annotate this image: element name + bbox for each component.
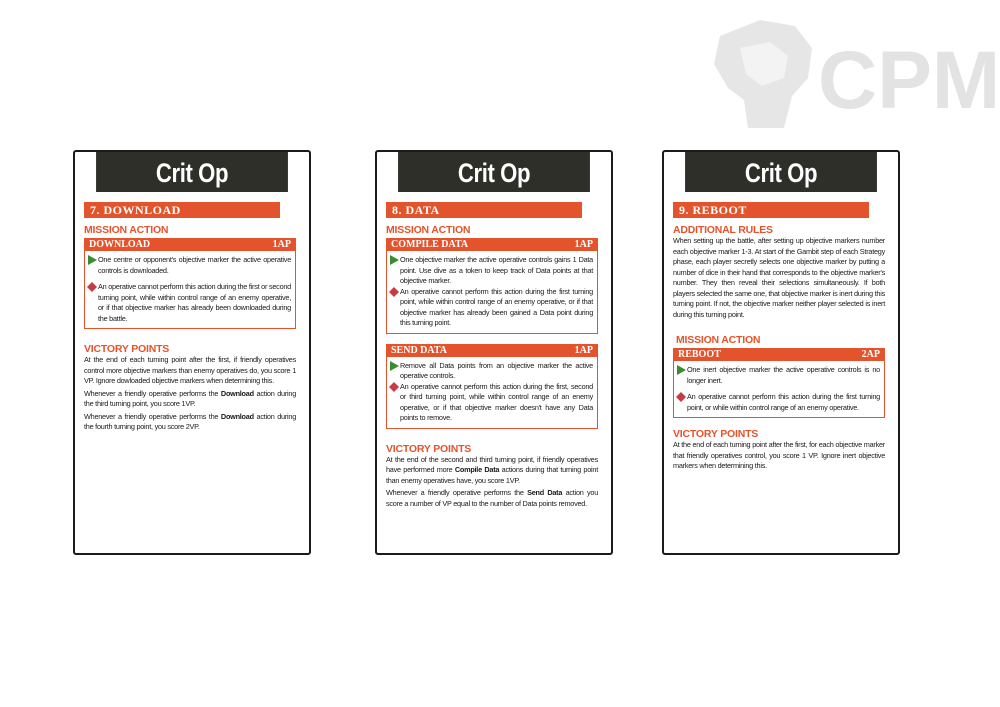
diamond-icon <box>676 392 687 402</box>
vp-text: At the end of each turning point after the first, for each objective marker that friendly operatives control, you score 1 VP. Ignore inert objective markers when determining this. <box>673 440 885 470</box>
action-name: DOWNLOAD <box>89 239 151 250</box>
fist-icon <box>700 8 1000 133</box>
action-box-compile-data <box>386 238 598 334</box>
vp-text: Whenever a friendly operative performs the Download action during the fourth turning point, you score 2VP. <box>84 411 297 431</box>
action-restriction: An operative cannot perform this action during the first or second turning point, while within control range of an enemy operative, or if that objective marker has already been downloaded during the battle. <box>87 282 291 324</box>
action-ap: 1AP <box>574 239 593 250</box>
action-name: SEND DATA <box>391 344 448 356</box>
diamond-icon <box>87 282 98 292</box>
action-ap: 1AP <box>574 344 593 356</box>
action-restriction: An operative cannot perform this action during the first turning point, or while within control range of an enemy operative. <box>676 392 880 413</box>
action-bar <box>387 239 597 251</box>
action-box-send-data <box>386 344 598 429</box>
additional-rules-heading: ADDITIONAL RULES <box>673 224 773 236</box>
crit-op-card-reboot <box>662 150 900 555</box>
vp-text: At the end of the second and third turning point, if friendly operatives have performed more Compile Data actions during that turning point than enemy operatives have, you score 1VP. <box>386 454 598 485</box>
action-effect: One inert objective marker the active operative controls is no longer inert. <box>676 365 880 386</box>
mission-action-heading: MISSION ACTION <box>84 224 169 236</box>
card-header: Crit Op <box>398 152 590 192</box>
action-effect: Remove all Data points from an objective marker the active operative controls. <box>389 361 593 382</box>
action-restriction: An operative cannot perform this action during the first turning point, while within control range of an enemy operative, or if that objective marker has already been gained a Data point during this turning point. <box>389 287 593 329</box>
vp-text: Whenever a friendly operative performs the Send Data action you score a number of VP equal to the number of Data points removed. <box>386 488 599 508</box>
action-ap: 2AP <box>861 349 880 360</box>
action-bar <box>387 345 597 357</box>
action-effect: One centre or opponent's objective marker the active operative controls is downloaded. <box>87 255 291 276</box>
action-name: COMPILE DATA <box>391 239 469 250</box>
action-bar <box>85 239 295 251</box>
action-box-reboot <box>673 348 885 418</box>
victory-points-heading: VICTORY POINTS <box>673 428 759 440</box>
diamond-icon <box>389 287 400 297</box>
action-restriction: An operative cannot perform this action during the first, second or third turning point, while within control range of an enemy operative, or if that objective marker doesn't have any Data points to remove. <box>389 382 593 424</box>
action-box-download <box>84 238 296 329</box>
action-effect: One objective marker the active operative controls gains 1 Data point. Use dive as a token to keep track of Data points at that objective marker. <box>389 255 593 287</box>
op-title: 8. DATA <box>386 202 582 218</box>
vp-text: At the end of each turning point after the first, if friendly operatives control more objective markers than enemy operatives do, you score 1 VP. Ignore dowloaded objective markers when determining this. <box>84 355 296 385</box>
victory-points-heading: VICTORY POINTS <box>386 442 472 455</box>
crit-op-card-data <box>375 150 613 555</box>
triangle-icon <box>389 255 400 265</box>
diamond-icon <box>389 382 400 392</box>
op-title: 9. REBOOT <box>673 202 869 218</box>
action-ap: 1AP <box>272 239 291 250</box>
vp-text: Whenever a friendly operative performs the Download action during the third turning point, you score 1VP. <box>84 388 297 408</box>
action-bar <box>674 349 884 361</box>
mission-action-heading: MISSION ACTION <box>386 224 471 236</box>
triangle-icon <box>87 255 98 265</box>
cpm-logo <box>700 8 1000 133</box>
crit-op-card-download <box>73 150 311 555</box>
card-header: Crit Op <box>685 152 877 192</box>
triangle-icon <box>389 361 400 371</box>
svg-text:CPM: CPM <box>818 35 1000 126</box>
card-header: Crit Op <box>96 152 288 192</box>
mission-action-heading: MISSION ACTION <box>676 334 761 346</box>
op-title: 7. DOWNLOAD <box>84 202 280 218</box>
triangle-icon <box>676 365 687 375</box>
victory-points-heading: VICTORY POINTS <box>84 343 170 355</box>
action-name: REBOOT <box>678 349 721 360</box>
additional-rules-text: When setting up the battle, after setting up objective markers number each objective marker 1-3. At start of the Gambit step of each Strategy phase, each player secretly selects one objective marker by putting a number of dice in their hand that corresponds to the objective marker's number. They then reveal their selections simultaneously. If both players selected the same one, that objective marker is inert during this turning point. If not, the objective marker neither player selected is inert during this turning point. <box>673 236 885 319</box>
